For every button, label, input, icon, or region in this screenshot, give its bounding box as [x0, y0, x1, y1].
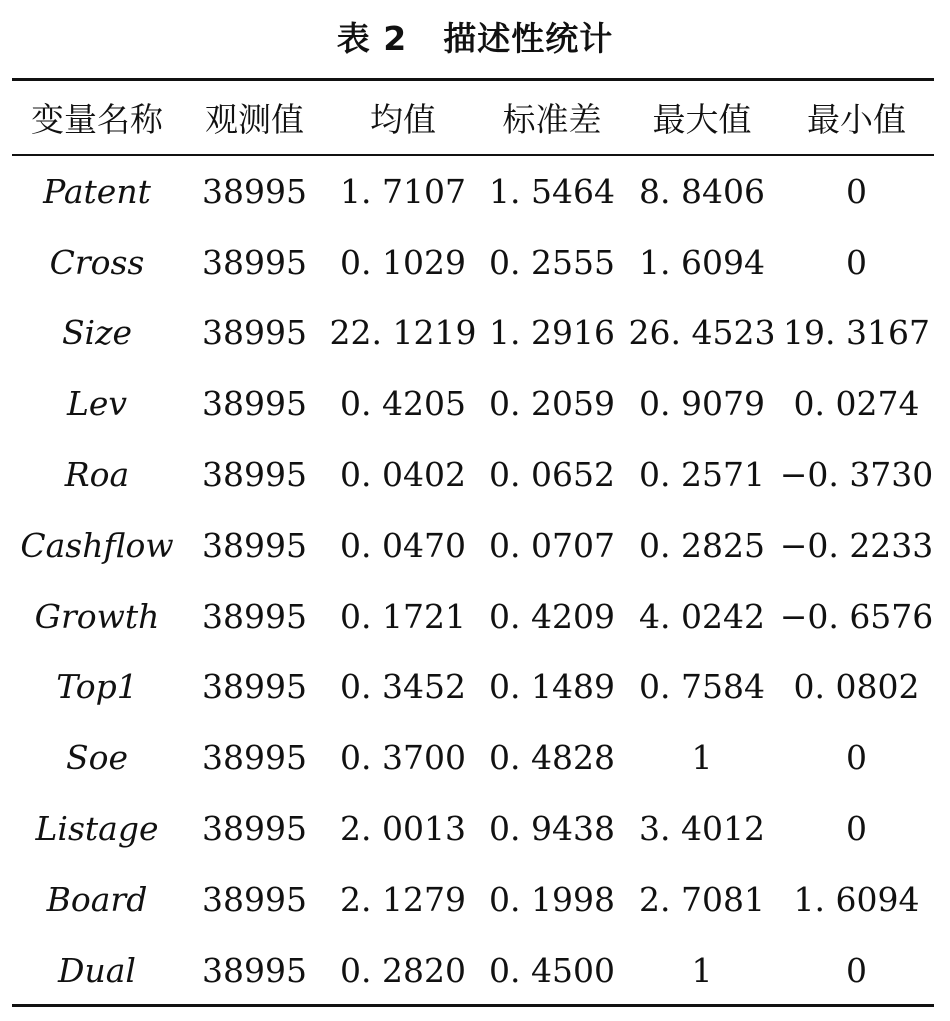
cell-observations: 38995: [202, 667, 307, 707]
header-min: 最小值: [807, 100, 906, 139]
cell-std-dev: 0. 1998: [489, 879, 615, 919]
cell-min: 0: [846, 950, 867, 990]
table-row: [12, 793, 934, 864]
cell-variable: Top1: [56, 667, 138, 707]
cell-mean: 0. 0402: [340, 455, 466, 495]
cell-std-dev: 1. 5464: [489, 171, 615, 211]
cell-variable: Dual: [58, 950, 136, 990]
cell-max: 2. 7081: [639, 879, 765, 919]
header-max: 最大值: [652, 100, 752, 139]
table-row: [12, 298, 934, 369]
header-variable-name: 变量名称: [31, 100, 163, 139]
table-row: [12, 227, 934, 298]
cell-std-dev: 1. 2916: [489, 313, 615, 353]
cell-variable: Size: [61, 313, 133, 353]
cell-variable: Soe: [65, 738, 128, 778]
cell-observations: 38995: [202, 738, 307, 778]
cell-min: 0: [846, 242, 867, 282]
cell-variable: Cashflow: [20, 525, 174, 565]
table-row: [12, 935, 934, 1006]
cell-max: 26. 4523: [628, 313, 776, 353]
cell-observations: 38995: [202, 879, 307, 919]
cell-std-dev: 0. 4209: [489, 596, 615, 636]
cell-observations: 38995: [202, 525, 307, 565]
cell-std-dev: 0. 9438: [489, 809, 615, 849]
cell-std-dev: 0. 2555: [489, 242, 615, 282]
cell-std-dev: 0. 1489: [489, 667, 615, 707]
cell-max: 0. 7584: [639, 667, 765, 707]
table-row: [12, 722, 934, 793]
header-mean: 均值: [370, 100, 436, 139]
cell-mean: 0. 3452: [340, 667, 466, 707]
cell-max: 1: [691, 950, 713, 990]
cell-observations: 38995: [202, 950, 307, 990]
cell-mean: 0. 1029: [340, 242, 466, 282]
cell-observations: 38995: [202, 242, 307, 282]
cell-mean: 0. 0470: [340, 525, 466, 565]
cell-observations: 38995: [202, 171, 307, 211]
table-row: [12, 439, 934, 510]
cell-min: 0: [846, 738, 867, 778]
cell-variable: Patent: [43, 171, 151, 211]
cell-variable: Roa: [64, 455, 130, 495]
table-label: 表 2: [336, 19, 408, 58]
cell-mean: 2. 1279: [340, 879, 466, 919]
cell-mean: 0. 4205: [340, 384, 466, 424]
cell-min: 1. 6094: [793, 879, 920, 919]
cell-min: 19. 3167: [783, 313, 930, 353]
cell-mean: 0. 2820: [340, 950, 466, 990]
descriptive-statistics-table: [12, 81, 934, 1006]
cell-mean: 0. 1721: [340, 596, 466, 636]
cell-min: 0: [846, 809, 867, 849]
cell-max: 3. 4012: [639, 809, 765, 849]
cell-std-dev: 0. 2059: [489, 384, 615, 424]
table-row: [12, 368, 934, 439]
cell-min: −0. 6576: [779, 596, 934, 636]
table-caption: 描述性统计: [443, 19, 614, 58]
cell-max: 0. 2825: [639, 525, 765, 565]
cell-min: 0. 0802: [793, 667, 920, 707]
cell-max: 1: [691, 738, 713, 778]
cell-observations: 38995: [202, 455, 307, 495]
cell-observations: 38995: [202, 809, 307, 849]
header-row: [12, 81, 934, 154]
cell-max: 0. 9079: [639, 384, 765, 424]
cell-max: 1. 6094: [639, 242, 765, 282]
cell-min: 0: [846, 171, 867, 211]
cell-max: 8. 8406: [639, 171, 765, 211]
table-row: [12, 154, 934, 227]
cell-mean: 1. 7107: [340, 171, 466, 211]
cell-std-dev: 0. 4500: [489, 950, 615, 990]
cell-variable: Listage: [35, 809, 159, 849]
cell-observations: 38995: [202, 384, 307, 424]
table-row: [12, 864, 934, 935]
cell-variable: Board: [46, 879, 148, 919]
table-row: [12, 652, 934, 723]
cell-mean: 22. 1219: [329, 313, 477, 353]
cell-mean: 0. 3700: [340, 738, 466, 778]
cell-variable: Lev: [66, 384, 128, 424]
cell-std-dev: 0. 4828: [489, 738, 615, 778]
table-row: [12, 510, 934, 581]
table-row: [12, 581, 934, 652]
cell-min: −0. 2233: [779, 525, 934, 565]
cell-max: 0. 2571: [639, 455, 765, 495]
cell-max: 4. 0242: [639, 596, 765, 636]
header-observations: 观测值: [205, 100, 304, 139]
cell-mean: 2. 0013: [340, 809, 466, 849]
cell-observations: 38995: [202, 596, 307, 636]
cell-std-dev: 0. 0652: [489, 455, 615, 495]
table-title: [0, 14, 950, 64]
cell-observations: 38995: [202, 313, 307, 353]
cell-min: −0. 3730: [779, 455, 934, 495]
header-std-dev: 标准差: [502, 100, 602, 139]
cell-min: 0. 0274: [793, 384, 920, 424]
cell-variable: Growth: [34, 596, 160, 636]
cell-std-dev: 0. 0707: [489, 525, 615, 565]
cell-variable: Cross: [49, 242, 145, 282]
